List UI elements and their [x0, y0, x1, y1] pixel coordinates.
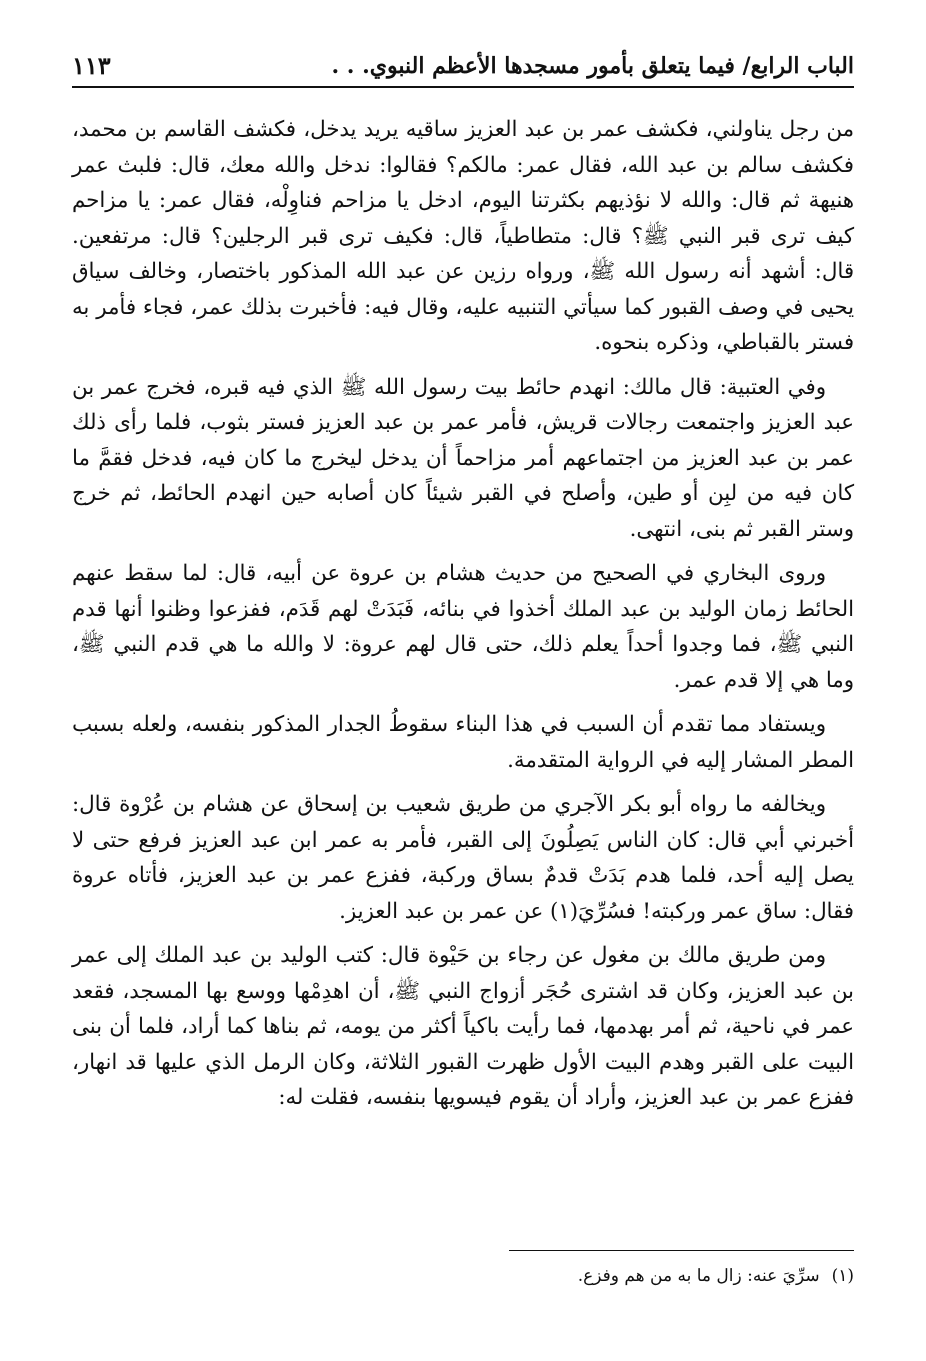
footnote-marker: (١)	[831, 1266, 854, 1286]
footnote	[72, 1262, 854, 1290]
running-header	[72, 40, 854, 88]
paragraph: وروى البخاري في الصحيح من حديث هشام بن عروة عن أبيه، قال: لما سقط عنهم الحائط زمان الوليد بن عبد الملك أخذوا في بنائه، فَبَدَتْ لهم قَدَم، ففزعوا وظنوا أنها قدم النبي ﷺ، فما وجدوا أحداً يعلم ذلك، حتى قال لهم عروة: لا والله ما هي قدم النبي ﷺ، وما هي إلا قدم عمر.	[72, 561, 854, 693]
page-number: ١١٣	[72, 51, 111, 80]
paragraph: ومن طريق مالك بن مغول عن رجاء بن حَيْوة قال: كتب الوليد بن عبد الملك إلى عمر بن عبد العزيز، وكان قد اشترى حُجَر أزواج النبي ﷺ، أن اهدِمْها ووسع بها المسجد، فقعد عمر في ناحية، ثم أمر بهدمها، فما رأيت باكياً أكثر من يومه، ثم بناها كما أراد، فلما أن بنى البيت على القبر وهدم البيت الأول ظهرت القبور الثلاثة، وكان الرمل الذي عليها قد انهار، ففزع عمر بن عبد العزيز، وأراد أن يقوم فيسويها بنفسه، فقلت له:	[72, 943, 854, 1110]
footnote-separator	[509, 1250, 854, 1251]
paragraph: من رجل يناولني، فكشف عمر بن عبد العزيز ساقيه يريد يدخل، فكشف القاسم بن محمد، فكشف سالم بن عبد الله، فقال عمر: مالكم؟ فقالوا: ندخل والله معك، قال: فلبث عمر هنيهة ثم قال: والله لا نؤذيهم بكثرتنا اليوم، ادخل يا مزاحم فناوِلْه، فقال عمر: يا مزاحم كيف ترى قبر النبي ﷺ؟ قال: متطاطياً، قال: فكيف ترى قبر الرجلين؟ قال: مرتفعين. قال: أشهد أنه رسول الله ﷺ، ورواه رزين عن عبد الله المذكور باختصار، وخالف سياق يحيى في وصف القبور كما سيأتي التنبيه عليه، وقال فيه: فأخبرت بذلك عمر، فجاء فأمر به فستر بالقباطي، وذكره بنحوه.	[72, 117, 854, 355]
footnote-text: سرِّيَ عنه: زال ما به من هم وفزع.	[577, 1266, 820, 1286]
paragraph: وفي العتبية: قال مالك: انهدم حائط بيت رسول الله ﷺ الذي فيه قبره، فخرج عمر بن عبد العزيز واجتمعت رجالات قريش، فأمر عمر بن عبد العزيز فستر بثوب، فلما رأى ذلك عمر بن عبد العزيز من اجتماعهم أمر مزاحماً أن يدخل ليخرج ما كان فيه، فدخل فقمَّ ما كان فيه من لبِن أو طين، وأصلح في القبر شيئاً كان أصابه حين انهدم الحائط، ثم خرج وستر القبر ثم بنى، انتهى.	[72, 374, 854, 542]
paragraph: ويستفاد مما تقدم أن السبب في هذا البناء سقوطُ الجدار المذكور بنفسه، ولعله بسبب المطر المشار إليه في الرواية المتقدمة.	[72, 712, 854, 773]
chapter-running-title: الباب الرابع/ فيما يتعلق بأمور مسجدها الأعظم النبوي. . .	[331, 53, 854, 79]
main-text	[72, 112, 854, 1125]
paragraph: ويخالفه ما رواه أبو بكر الآجري من طريق شعيب بن إسحاق عن هشام بن عُرْوة قال: أخبرني أبي قال: كان الناس يَصِلُونَ إلى القبر، فأمر به عمر ابن عبد العزيز فرفع حتى لا يصل إليه أحد، فلما هدم بَدَتْ قدمٌ بساق وركبة، ففزع عمر بن عبد العزيز، فأتاه عروة فقال: ساق عمر وركبته! فسُرِّيَ(١) عن عمر بن عبد العزيز.	[72, 792, 854, 924]
